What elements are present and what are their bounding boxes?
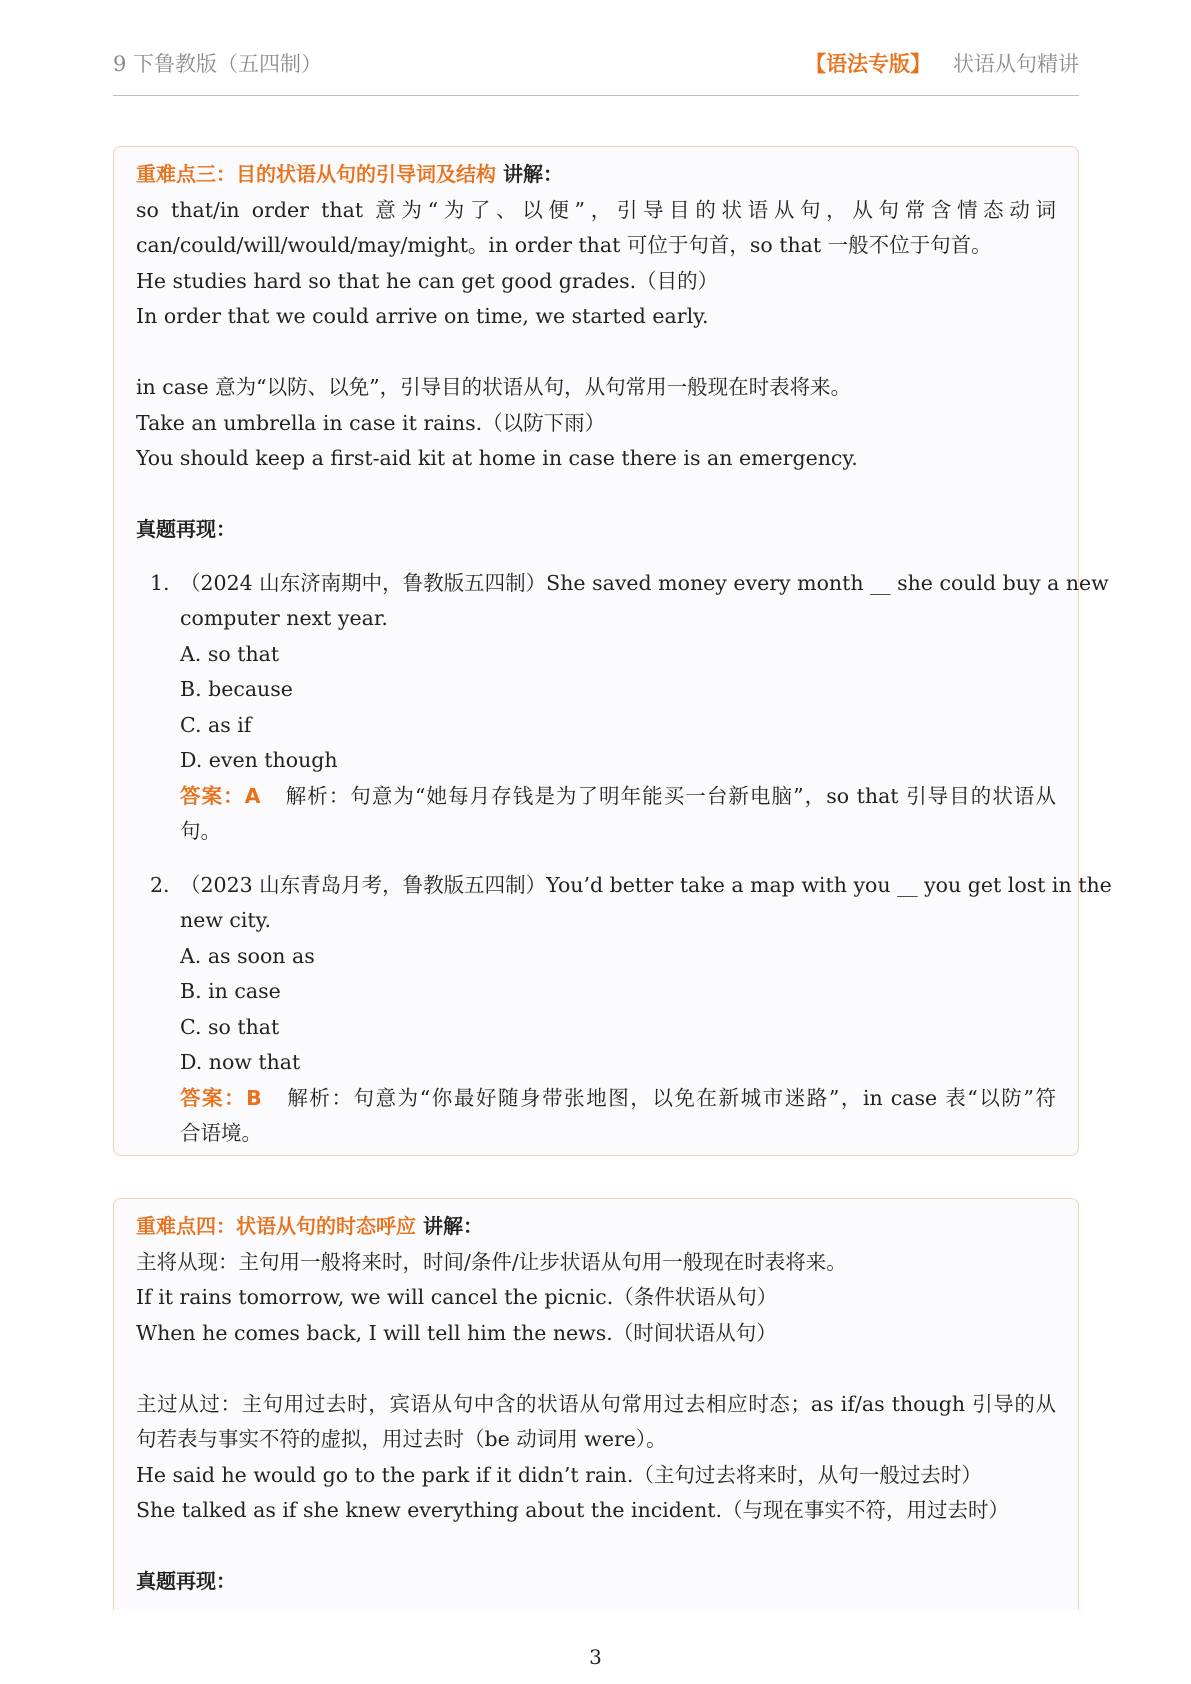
question-stem	[136, 868, 1112, 939]
header-topic: 状语从句精讲	[953, 52, 1079, 76]
question-1	[136, 566, 1109, 850]
question-option: B. in case	[180, 979, 281, 1003]
page-number: 3	[589, 1645, 602, 1669]
question-number: 2.	[150, 872, 170, 897]
question-option: C. so that	[180, 1014, 280, 1039]
section-3-line: You should keep a first-aid kit at home in case there is an emergency.	[136, 446, 858, 470]
question-stem	[136, 566, 1109, 637]
section-3-line: He studies hard so that he can get good grades.（目的）	[136, 268, 719, 293]
question-option: D. even though	[180, 748, 338, 772]
question-number: 1.	[150, 570, 170, 595]
question-answer	[136, 1081, 1056, 1152]
answer-analysis-cont: 句。	[180, 819, 221, 843]
section-3-exam-label: 真题再现：	[136, 517, 236, 541]
section-4-line: 主过从过：主句用过去时，宾语从句中含的状语从句常用过去相应时态；as if/as though 引导的从	[136, 1391, 1056, 1416]
section-3-title	[136, 157, 1056, 193]
question-stem-line: computer next year.	[180, 606, 388, 630]
question-stem-line: new city.	[180, 908, 272, 932]
question-answer	[136, 779, 1056, 850]
section-4-explain-label: 讲解：	[422, 1214, 483, 1238]
page-header	[113, 42, 1079, 96]
answer-key: 答案：A	[180, 783, 261, 808]
answer-analysis: 解析：句意为“你最好随身带张地图，以免在新城市迷路”，in case 表“以防”符	[285, 1085, 1056, 1110]
header-right	[805, 48, 1079, 78]
section-3-line: in case 意为“以防、以免”，引导目的状语从句，从句常用一般现在时表将来。	[136, 375, 852, 399]
section-4-line: She talked as if she knew everything about the incident.（与现在事实不符，用过去时）	[136, 1498, 1010, 1522]
answer-analysis-cont: 合语境。	[180, 1121, 262, 1145]
section-3-heading: 重难点三：目的状语从句的引导词及结构	[136, 162, 496, 186]
answer-key: 答案：B	[180, 1085, 262, 1110]
question-stem-line: （2023 山东青岛月考，鲁教版五四制）You’d better take a map with you __ you get lost in the	[180, 872, 1112, 897]
answer-analysis: 解析：句意为“她每月存钱是为了明年能买一台新电脑”，so that 引导目的状语从	[284, 783, 1056, 808]
question-option: A. as soon as	[180, 943, 315, 968]
section-3-line: Take an umbrella in case it rains.（以防下雨）	[136, 410, 606, 435]
section-4-line: He said he would go to the park if it didn’t rain.（主句过去将来时，从句一般过去时）	[136, 1462, 982, 1487]
header-edition: 9 下鲁教版（五四制）	[113, 52, 323, 76]
answer-line	[180, 1081, 1056, 1117]
section-4-line: If it rains tomorrow, we will cancel the picnic.（条件状语从句）	[136, 1285, 778, 1309]
question-stem-line: （2024 山东济南期中，鲁教版五四制）She saved money every month __ she could buy a new	[180, 570, 1109, 595]
question-2	[136, 868, 1112, 1152]
section-4-heading: 重难点四：状语从句的时态呼应	[136, 1214, 416, 1238]
section-3-explain-label: 讲解：	[502, 162, 563, 186]
section-3-line: In order that we could arrive on time, we started early.	[136, 304, 709, 328]
section-4-exam-label: 真题再现：	[136, 1569, 236, 1593]
section-4-box	[113, 1198, 1079, 1610]
section-3-line: so that/in order that 意为“为了、以便”，引导目的状语从句，从句常含情态动词	[136, 197, 1056, 222]
section-4-line: 句若表与事实不符的虚拟，用过去时（be 动词用 were）。	[136, 1427, 667, 1451]
question-option: C. as if	[180, 712, 252, 737]
question-option: D. now that	[180, 1050, 301, 1074]
section-3-line: can/could/will/would/may/might。in order that 可位于句首，so that 一般不位于句首。	[136, 233, 992, 257]
section-4-title	[136, 1209, 1056, 1245]
answer-line	[180, 779, 1056, 815]
section-3-box	[113, 146, 1112, 1156]
header-tag: 【语法专版】	[805, 52, 931, 76]
section-4-line: 主将从现：主句用一般将来时，时间/条件/让步状语从句用一般现在时表将来。	[136, 1249, 847, 1274]
section-4-line: When he comes back, I will tell him the news.（时间状语从句）	[136, 1320, 777, 1345]
question-option: B. because	[180, 677, 293, 701]
question-option: A. so that	[180, 641, 280, 666]
